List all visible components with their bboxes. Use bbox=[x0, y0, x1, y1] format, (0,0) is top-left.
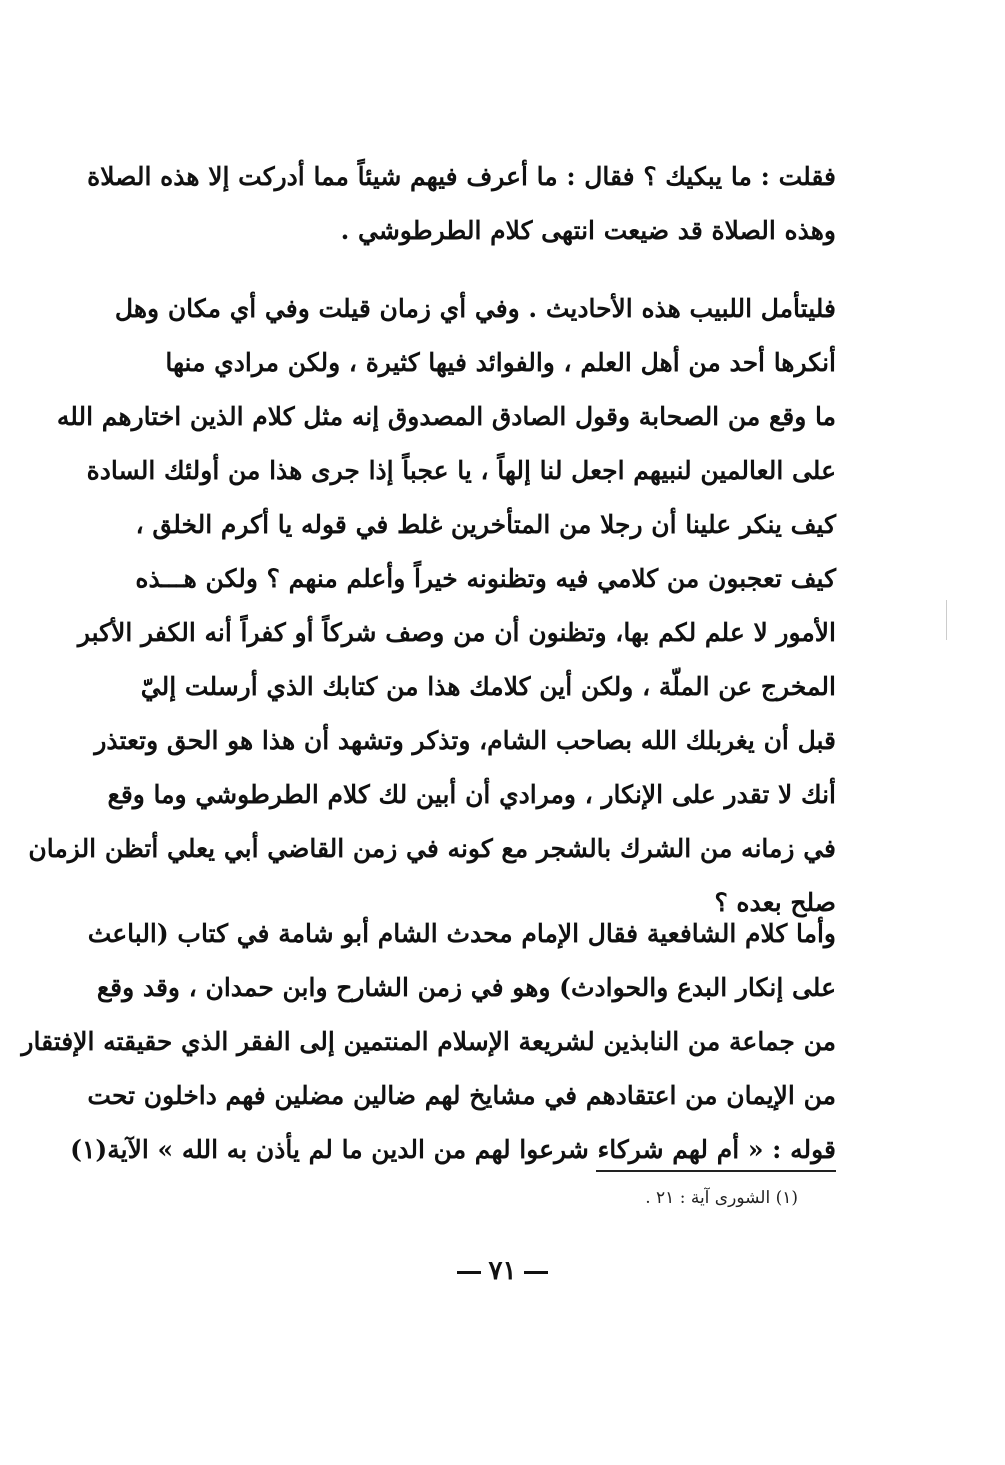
paragraph-1 bbox=[87, 150, 836, 258]
text-line: أنكرها أحد من أهل العلم ، والفوائد فيها كثيرة ، ولكن مرادي منها bbox=[165, 348, 836, 377]
text-line: من جماعة من النابذين لشريعة الإسلام المنتمين إلى الفقر الذي حقيقته الإفتقار bbox=[21, 1027, 836, 1056]
footnote-divider bbox=[596, 1170, 836, 1172]
text-line: من الإيمان من اعتقادهم في مشايخ لهم ضالين مضلين فهم داخلون تحت bbox=[87, 1081, 836, 1110]
text-line: وأما كلام الشافعية فقال الإمام محدث الشام أبو شامة في كتاب (الباعث bbox=[87, 919, 836, 948]
text-line: في زمانه من الشرك بالشجر مع كونه في زمن القاضي أبي يعلي أتظن الزمان bbox=[28, 834, 836, 863]
page-number: ٧١ bbox=[488, 1256, 517, 1286]
footnote: (١) الشورى آية : ٢١ . bbox=[645, 1188, 798, 1208]
scan-artifact bbox=[946, 600, 947, 640]
text-line: المخرج عن الملّة ، ولكن أين كلامك هذا من كتابك الذي أرسلت إليّ bbox=[140, 672, 836, 701]
text-line: ما وقع من الصحابة وقول الصادق المصدوق إنه مثل كلام الذين اختارهم الله bbox=[56, 402, 836, 431]
text-line: كيف ينكر علينا أن رجلا من المتأخرين غلط في قوله يا أكرم الخلق ، bbox=[135, 510, 836, 539]
page-number-wrapper bbox=[0, 1256, 1005, 1286]
text-line: كيف تعجبون من كلامي فيه وتظنونه خيراً وأعلم منهم ؟ ولكن هـــذه bbox=[135, 564, 836, 593]
page-number-dash-left bbox=[457, 1271, 481, 1274]
text-line: صلح بعده ؟ bbox=[714, 888, 836, 917]
text-line: وهذه الصلاة قد ضيعت انتهى كلام الطرطوشي . bbox=[340, 216, 836, 245]
paragraph-2 bbox=[28, 282, 836, 930]
paragraph-3 bbox=[21, 907, 836, 1177]
text-line: على العالمين لنبيهم اجعل لنا إلهاً ، يا عجباً إذا جرى هذا من أولئك السادة bbox=[86, 456, 836, 485]
text-line: قوله : « أم لهم شركاء شرعوا لهم من الدين ما لم يأذن به الله » الآية(١) bbox=[70, 1135, 836, 1164]
text-line: فليتأمل اللبيب هذه الأحاديث . وفي أي زمان قيلت وفي أي مكان وهل bbox=[114, 294, 836, 323]
text-line: فقلت : ما يبكيك ؟ فقال : ما أعرف فيهم شيئاً مما أدركت إلا هذه الصلاة bbox=[87, 162, 836, 191]
text-line: على إنكار البدع والحوادث) وهو في زمن الشارح وابن حمدان ، وقد وقع bbox=[96, 973, 836, 1002]
page-number-dash-right bbox=[524, 1271, 548, 1274]
text-line: أنك لا تقدر على الإنكار ، ومرادي أن أبين لك كلام الطرطوشي وما وقع bbox=[107, 780, 836, 809]
text-line: الأمور لا علم لكم بها، وتظنون أن من وصف شركاً أو كفراً أنه الكفر الأكبر bbox=[77, 618, 836, 647]
text-line: قبل أن يغربلك الله بصاحب الشام، وتذكر وتشهد أن هذا هو الحق وتعتذر bbox=[94, 726, 836, 755]
